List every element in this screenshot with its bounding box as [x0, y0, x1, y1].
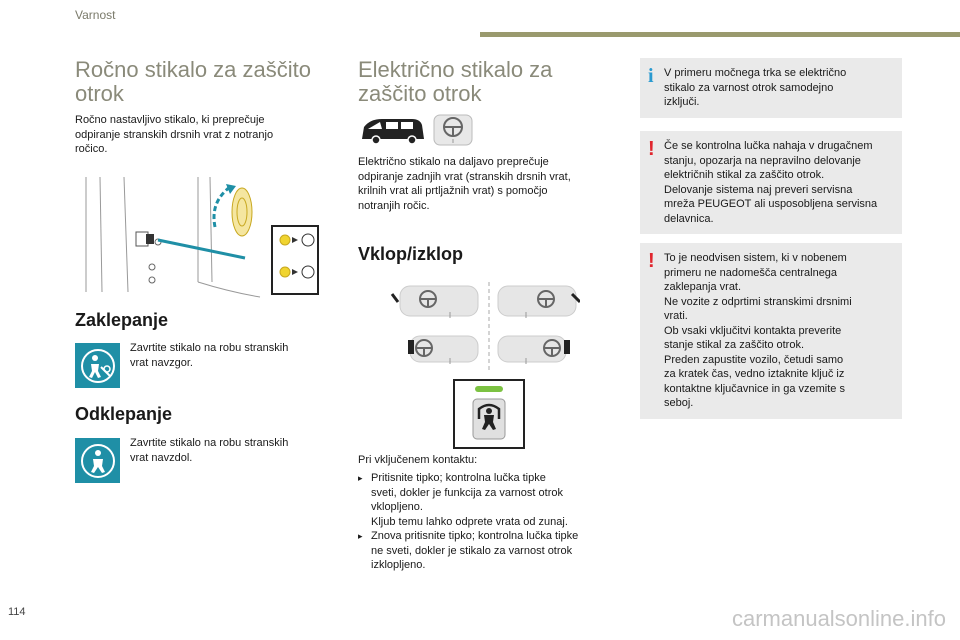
bullet-arrow-icon: ▸	[358, 473, 363, 483]
van-icon	[360, 113, 475, 147]
warning-icon: !	[648, 250, 655, 272]
door-edge-drawing	[80, 172, 325, 300]
child-lock-icon	[75, 343, 120, 388]
ignition-label: Pri vključenem kontaktu:	[358, 454, 478, 466]
unlock-text: Zavrtite stikalo na robu stranskih vrat navzdol.	[130, 437, 289, 464]
onoff-heading: Vklop/izklop	[358, 244, 464, 264]
bullet-arrow-icon: ▸	[358, 531, 363, 541]
child-lock-button[interactable]	[453, 379, 525, 449]
bullet-item: ▸ Pritisnite tipko; kontrolna lučka tipke sveti, dokler je funkcija za varnost otrok vklopljeno. Kljub temu lahko odprete vrata od zunaj.	[358, 472, 568, 528]
manual-switch-title	[75, 58, 311, 106]
warning-icon: !	[648, 138, 655, 160]
unlock-heading: Odklepanje	[75, 404, 173, 424]
child-lock-icon-drawing	[80, 348, 116, 384]
section-label: Varnost	[75, 8, 116, 22]
title-line: zaščito otrok	[358, 81, 482, 106]
electric-switch-intro: Električno stikalo na daljavo preprečuje odpiranje zadnjih vrat (stranskih drsnih vrat, krilnih vrat ali prtljažnih vrat) s pomočjo notranjih ročic.	[358, 156, 571, 212]
warning-box-independent: ! To je neodvisen sistem, ki v nobenem primeru ne nadomešča centralnega zaklepanja vrat. Ne vozite z odprtimi stranskimi drsnimi vrati. Ob vsaki vključitvi kontakta preverite stanje stikal za zaščito otrok. Preden zapustite vozilo, četudi samo za kratek čas, vedno iztaknite ključ iz kontaktne ključavnice in ga vzemite s seboj.	[640, 243, 902, 419]
lock-heading: Zaklepanje	[75, 310, 169, 330]
van-steering-icons	[360, 113, 475, 147]
door-config-drawing	[390, 282, 580, 370]
child-icon	[75, 438, 120, 483]
manual-switch-intro: Ročno nastavljivo stikalo, ki preprečuje odpiranje stranskih drsnih vrat z notranjo ročico.	[75, 114, 274, 155]
title-line: Ročno stikalo za zaščito	[75, 57, 311, 82]
electric-switch-title	[358, 58, 552, 106]
title-line: Električno stikalo za	[358, 57, 553, 82]
watermark: carmanualsonline.info	[731, 606, 946, 631]
door-edge-illustration	[80, 172, 325, 300]
child-lock-button-drawing	[453, 379, 525, 449]
warning-box-indicator: ! Če se kontrolna lučka nahaja v drugačnem stanju, opozarja na nepravilno delovanje električnih stikal za zaščito otrok. Delovanje sistema naj preveri servisna mreža PEUGEOT ali usposobljena servisna delavnica.	[640, 131, 902, 234]
door-config-diagram	[390, 282, 580, 370]
page-number: 114	[8, 606, 26, 618]
header-accent-bar	[480, 32, 960, 37]
info-icon: i	[648, 65, 654, 87]
info-box: i V primeru močnega trka se električno stikalo za varnost otrok samodejno izključi.	[640, 58, 902, 118]
lock-text: Zavrtite stikalo na robu stranskih vrat navzgor.	[130, 342, 289, 369]
bullet-item: ▸ Znova pritisnite tipko; kontrolna lučka tipke ne sveti, dokler je stikalo za varnost otrok izklopljeno.	[358, 530, 579, 571]
child-icon-drawing	[80, 443, 116, 479]
title-line: otrok	[75, 81, 124, 106]
